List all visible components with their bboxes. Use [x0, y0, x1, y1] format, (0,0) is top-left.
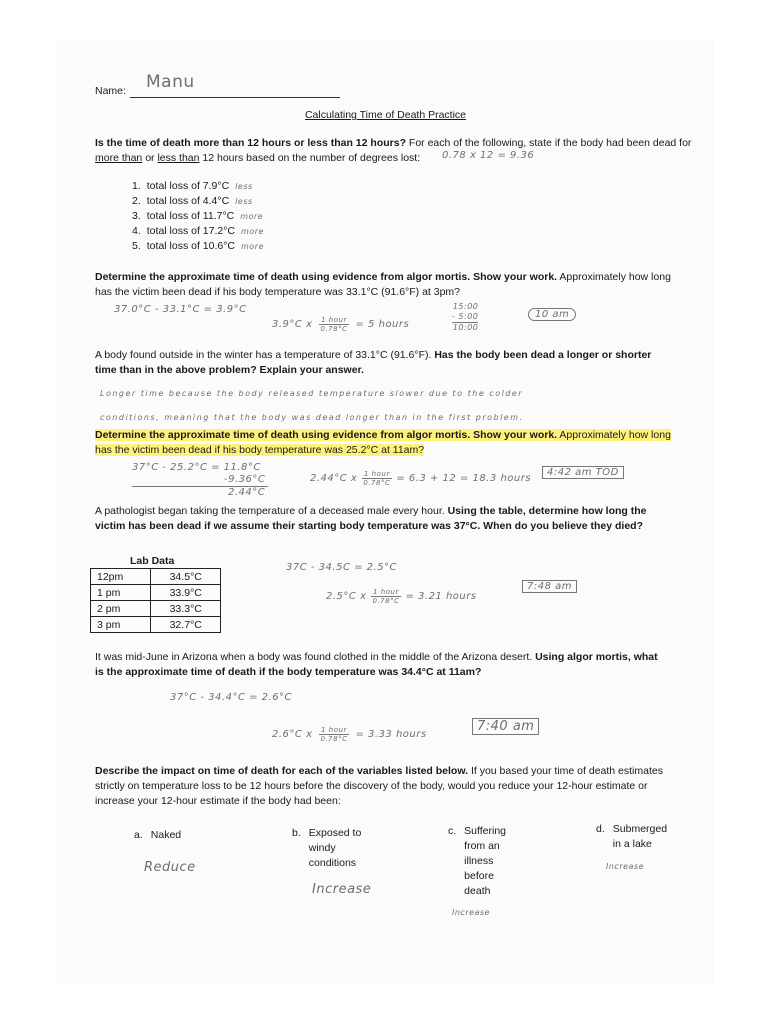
q2-work-line1: 37.0°C - 33.1°C = 3.9°C — [114, 304, 247, 315]
student-name: Manu — [146, 72, 195, 92]
q7-prompt: Describe the impact on time of death for each of the variables listed below. If you based your time of death estimates strictly on temperature loss to be 12 hours before the discovery of the body, would you reduce your 12-hour estimate or increase your 12-hour estimate if the body had been: — [95, 765, 663, 807]
q1-list — [132, 179, 264, 254]
lab-data-table — [90, 568, 221, 633]
q1-side-note: 0.78 x 12 = 9.36 — [442, 150, 535, 161]
q4-work-sub: 37°C - 25.2°C = 11.8°C -9.36°C 2.44°C — [132, 462, 268, 499]
q5-work-line1: 37C - 34.5C = 2.5°C — [286, 562, 398, 573]
option-d-answer: Increase — [606, 862, 645, 871]
list-item: 4. total loss of 17.2°C more — [132, 225, 264, 237]
option-c-answer: Increase — [452, 908, 491, 917]
table-row: 2 pm 33.3°C — [91, 601, 221, 617]
q5-prompt: A pathologist began taking the temperature of a deceased male every hour. Using the table, determine how long the victim has been dead if we assume their starting body temperature was 37°C. When do you believe they died? — [95, 505, 647, 532]
option-c: c. Suffering from an illness before death — [448, 825, 507, 897]
worksheet-page — [58, 42, 713, 982]
list-item: 3. total loss of 11.7°C more — [132, 210, 264, 222]
option-b-answer: Increase — [312, 882, 372, 897]
list-item: 5. total loss of 10.6°C more — [132, 240, 264, 252]
q5-work-calc: 2.5°C x $\frac{\text{1 hour}}{0.78^\circ C}$ = 3.21 hours — [326, 588, 477, 605]
q6-work-line1: 37°C - 34.4°C = 2.6°C — [170, 692, 293, 703]
q4-answer: 4:42 am TOD — [542, 466, 624, 479]
q4-prompt: Determine the approximate time of death using evidence from algor mortis. Show your work. Approximately how long has the victim been dead if his body temperature was 25.2°C at 11am? — [95, 429, 671, 456]
q3-answer: Longer time because the body released temperature slower due to the colder conditions, meaning that the body was dead longer than in the first problem. — [100, 389, 524, 422]
q3-prompt: A body found outside in the winter has a temperature of 33.1°C (91.6°F). Has the body been dead a longer or shorter time than in the above problem? Explain your answer. — [95, 349, 652, 376]
q2-prompt: Determine the approximate time of death using evidence from algor mortis. Show your work. Approximately how long has the victim been dead if his body temperature was 33.1°C (91.6°F) at 3pm? — [95, 271, 671, 298]
table-row: 1 pm 33.9°C — [91, 585, 221, 601]
name-line — [130, 97, 340, 98]
q2-work-calc: 3.9°C x $\frac{\text{1 hour}}{0.78^\circ C}$ = 5 hours — [272, 316, 410, 333]
lab-data-title: Lab Data — [130, 555, 175, 567]
q4-work-calc: 2.44°C x $\frac{\text{1 hour}}{0.78^\circ C}$ = 6.3 + 12 = 18.3 hours — [310, 470, 532, 487]
q1-prompt: Is the time of death more than 12 hours or less than 12 hours? For each of the following, state if the body had been dead for more than or less than 12 hours based on the number of degrees lost: — [95, 137, 692, 164]
q6-prompt: It was mid-June in Arizona when a body was found clothed in the middle of the Arizona desert. Using algor mortis, what is the approximate time of death if the body temperature was 34.4°C at 11am? — [95, 651, 658, 678]
option-d: d. Submerged in a lake — [596, 823, 668, 850]
q2-answer: 10 am — [528, 308, 576, 321]
q6-answer: 7:40 am — [472, 718, 539, 735]
q2-side-calc: 15:00 - 5:00 10:00 — [452, 302, 479, 332]
list-item: 1. total loss of 7.9°C less — [132, 180, 253, 192]
q5-answer: 7:48 am — [522, 580, 577, 593]
table-row: 12pm 34.5°C — [91, 569, 221, 585]
page-title: Calculating Time of Death Practice — [304, 109, 467, 121]
option-a: a. Naked — [134, 829, 182, 841]
option-a-answer: Reduce — [144, 860, 196, 875]
q6-work-calc: 2.6°C x $\frac{\text{1 hour}}{0.78^\circ C}$ = 3.33 hours — [272, 726, 427, 743]
table-row: 3 pm 32.7°C — [91, 617, 221, 633]
name-label: Name: — [95, 85, 126, 97]
list-item: 2. total loss of 4.4°C less — [132, 195, 253, 207]
option-b: b. Exposed to windy conditions — [292, 827, 362, 869]
